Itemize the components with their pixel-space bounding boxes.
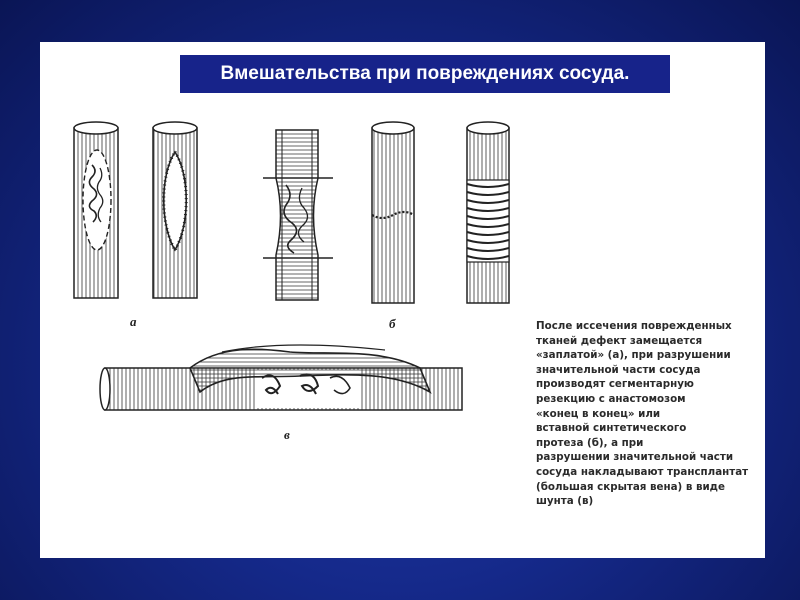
caption-line: (большая скрытая вена) в виде bbox=[536, 480, 725, 493]
caption-line: протеза (б), а при bbox=[536, 436, 644, 449]
caption-line: «конец в конец» или bbox=[536, 407, 661, 420]
figure-caption bbox=[536, 319, 756, 509]
caption-line: значительной части сосуда bbox=[536, 363, 701, 376]
caption-line: тканей дефект замещается bbox=[536, 334, 703, 347]
vessel-patch-1 bbox=[74, 122, 118, 298]
figure-label-c: в bbox=[284, 427, 290, 442]
caption-line: вставной синтетического bbox=[536, 422, 687, 435]
vessel-bypass-shunt bbox=[100, 345, 462, 410]
caption-line: После иссечения поврежденных bbox=[536, 320, 732, 332]
figure-label-a: а bbox=[130, 314, 137, 329]
figure-label-b: б bbox=[389, 316, 396, 331]
vessel-anastomosis bbox=[372, 122, 414, 303]
caption-line: «заплатой» (а), при разрушении bbox=[536, 349, 731, 362]
vessel-prosthesis bbox=[467, 122, 509, 303]
vessel-patch-2 bbox=[153, 122, 197, 298]
caption-line: производят сегментарную bbox=[536, 378, 694, 391]
slide-title: Вмешательства при повреждениях сосуда. bbox=[180, 55, 670, 93]
vessel-resection bbox=[263, 130, 333, 300]
caption-line: разрушении значительной части bbox=[536, 451, 734, 464]
caption-line: сосуда накладывают трансплантат bbox=[536, 465, 749, 478]
caption-line: резекцию с анастомозом bbox=[536, 392, 686, 405]
caption-line: шунта (в) bbox=[536, 495, 594, 508]
